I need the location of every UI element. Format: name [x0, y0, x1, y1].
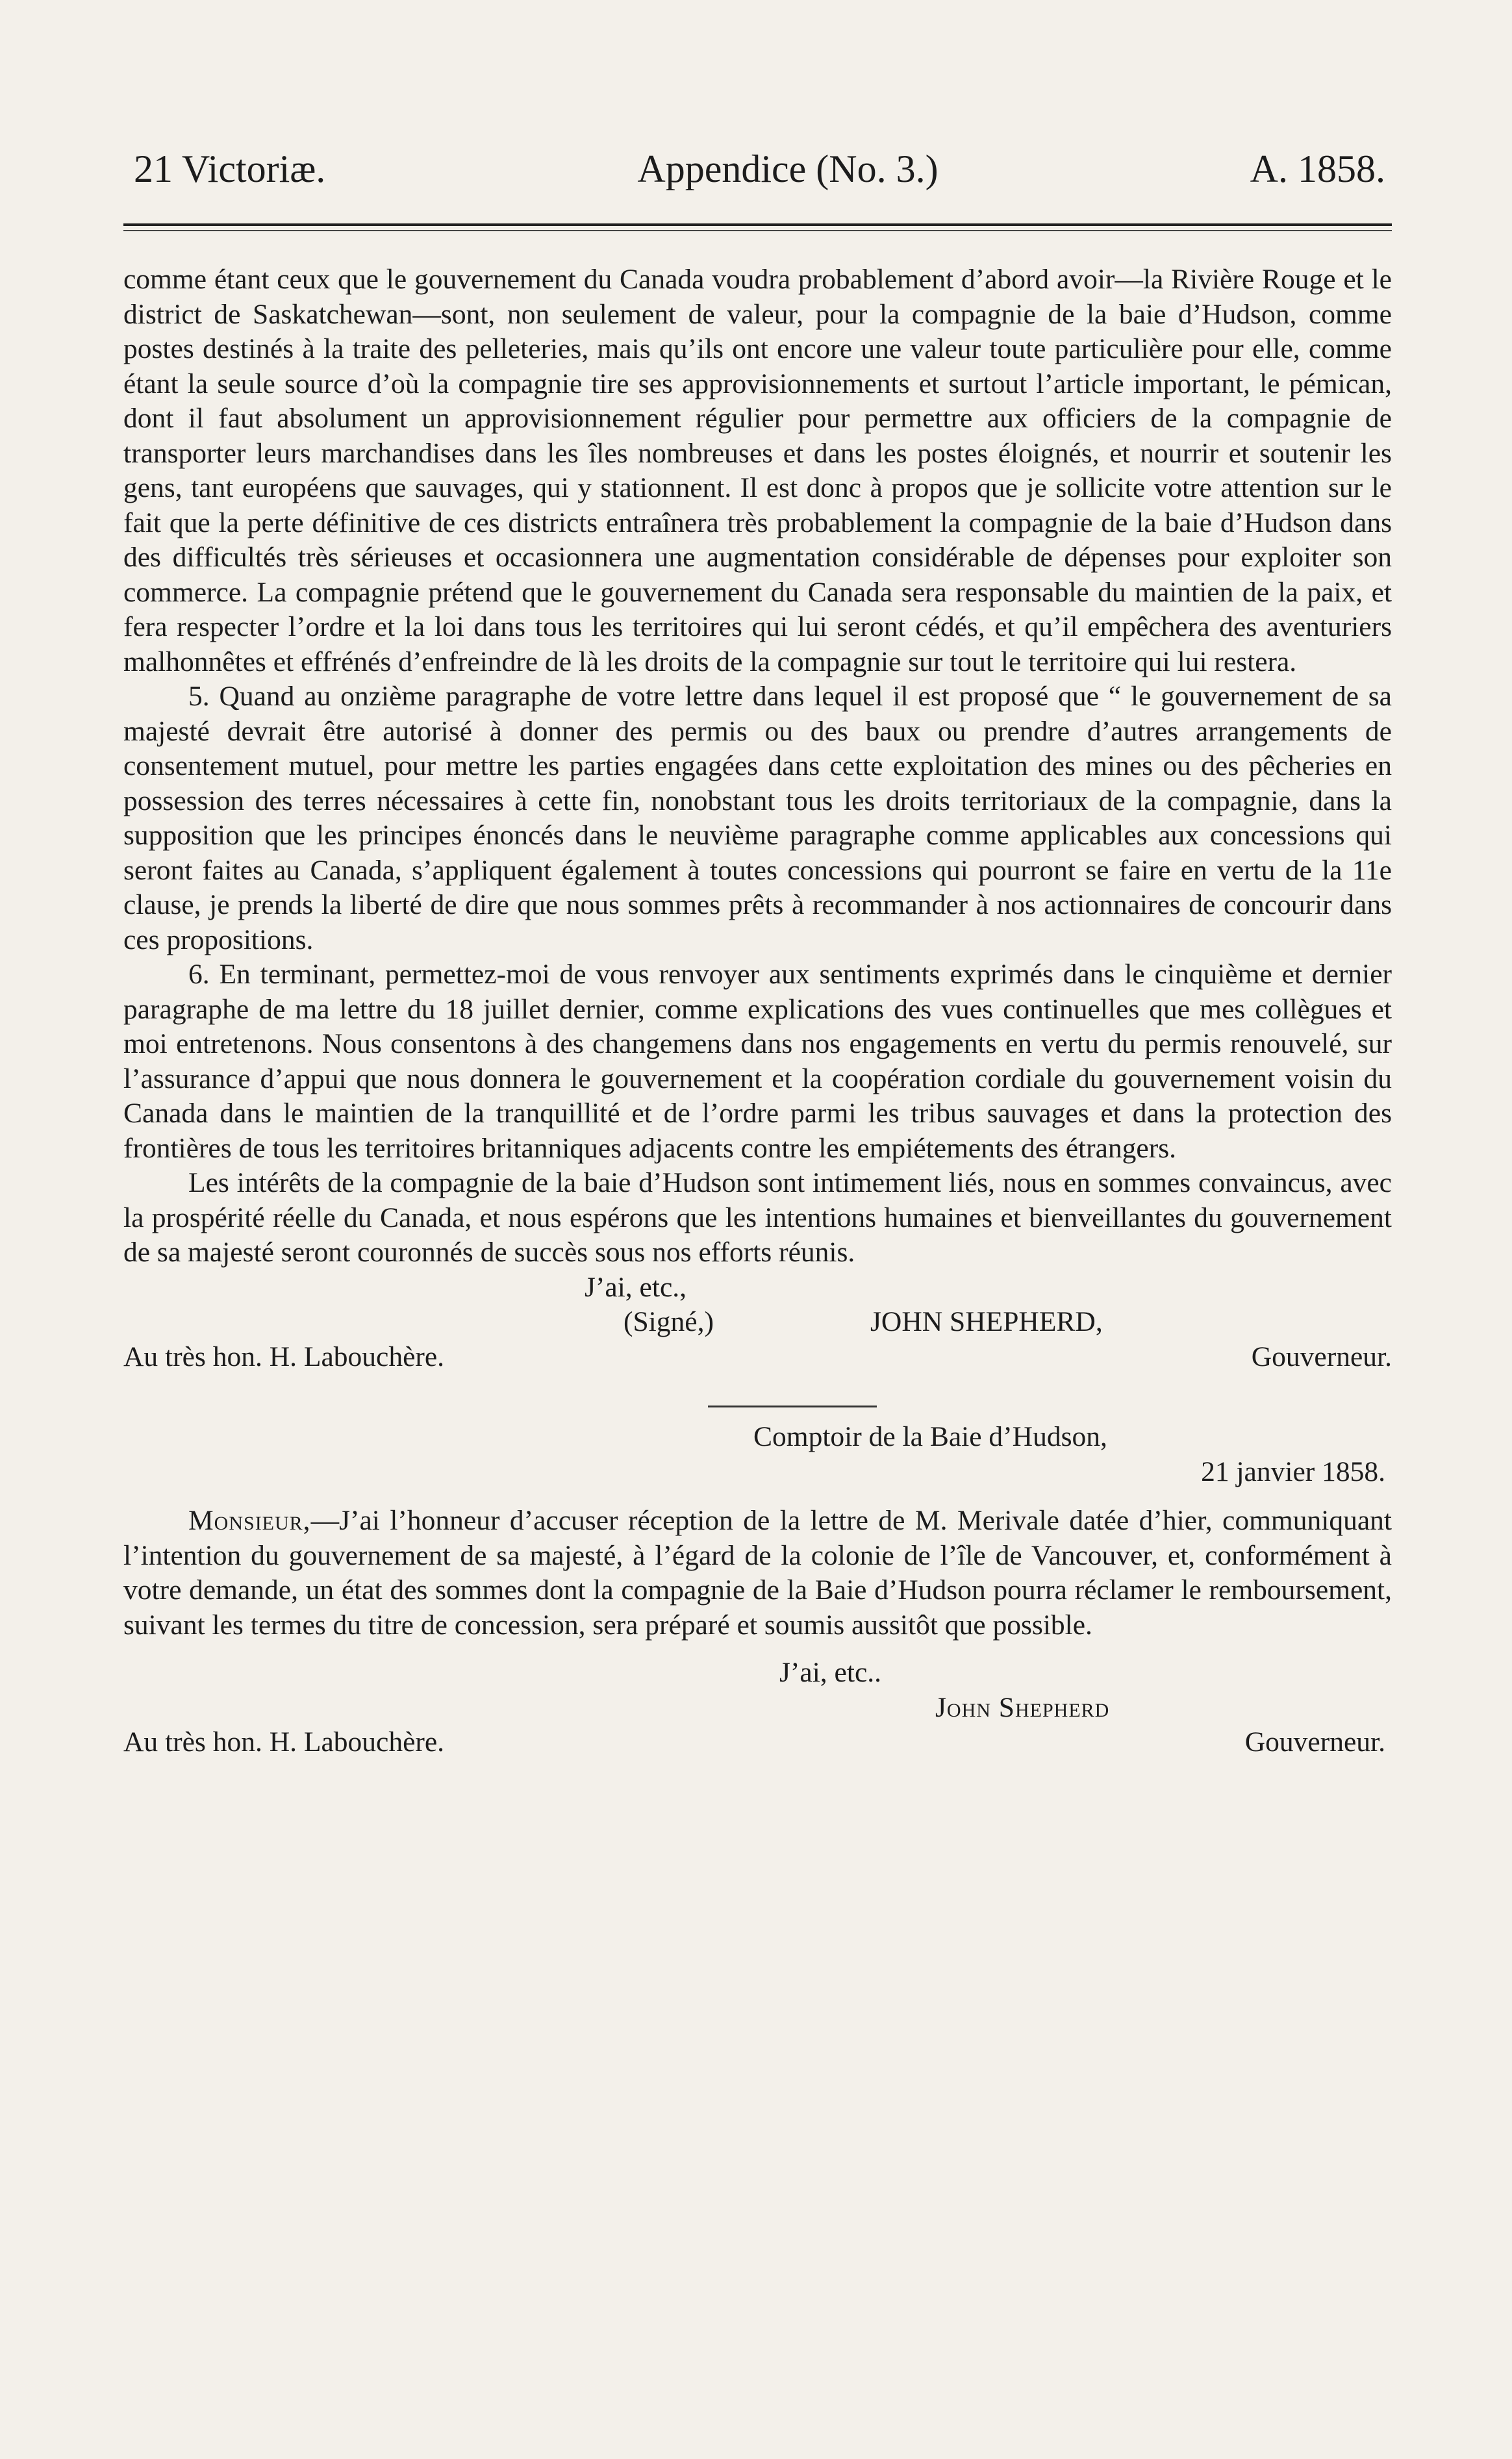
letter1-addressee: Au très hon. H. Labouchère. [123, 1341, 445, 1372]
header-rule [123, 223, 1392, 226]
header-rule-thin [123, 230, 1392, 231]
letter2-salutation: Monsieur, [188, 1505, 311, 1536]
letter1-body [123, 262, 1392, 1270]
running-header [123, 149, 1392, 188]
letter1-signer: JOHN SHEPHERD, [870, 1306, 1103, 1337]
header-year: A. 1858. [1250, 147, 1385, 190]
letter1-signed-note: (Signé,) [624, 1306, 714, 1337]
letter2-addressee: Au très hon. H. Labouchère. [123, 1726, 445, 1758]
letter2-title: Gouverneur. [1244, 1726, 1385, 1758]
letter2-place: Comptoir de la Baie d’Hudson, [753, 1421, 1107, 1452]
letter-separator-rule [708, 1406, 877, 1407]
letter2-signer: John Shepherd [935, 1691, 1110, 1723]
letter1-title: Gouverneur. [1251, 1341, 1392, 1372]
letter2-text: —J’ai l’honneur d’accuser réception de la lettre de M. Merivale datée d’hier, communiquant l’intention du gouvernement de sa majesté, à l’égard de la colonie de l’île de Vancouver, et, conformément à votre demande, un état des sommes dont la compagnie de la Baie d’Hudson pourra réclamer le remboursement, suivant les termes du titre de concession, sera préparé et soumis aussitôt que possible. [123, 1505, 1392, 1641]
letter2-date: 21 janvier 1858. [1201, 1456, 1385, 1487]
letter2-closing-block [123, 1656, 1392, 1760]
header-appendix: Appendice (No. 3.) [637, 147, 939, 190]
letter1-paragraph: 5. Quand au onzième paragraphe de votre lettre dans lequel il est proposé que “ le gouvernement de sa majesté devrait être autorisé à donner des permis ou des baux ou prendre d’autres arrangements de consentement mutuel, pour mettre les parties engagées dans cette exploitation des mines ou des pêcheries en possession des terres nécessaires à cette fin, nonobstant tous les droits territoriaux de la compagnie, dans la supposition que les principes énoncés dans le neuvième paragraphe comme applicables aux concessions qui seront faites au Canada, s’appliquent également à toutes concessions qui pourront se faire en vertu de la 11e clause, je prends la liberté de dire que nous sommes prêts à recommander à nos actionnaires de concourir dans ces propositions. [123, 681, 1392, 955]
letter1-closing: J’ai, etc., [585, 1271, 687, 1303]
letter2-closing: J’ai, etc.. [779, 1657, 882, 1688]
letter2-body [123, 1504, 1392, 1643]
letter1-paragraph: Les intérêts de la compagnie de la baie d’Hudson sont intimement liés, nous en sommes convaincus, avec la prospérité réelle du Canada, et nous espérons que les intentions humaines et bienveillantes du gouvernement de sa majesté seront couronnés de succès sous nos efforts réunis. [123, 1167, 1392, 1268]
letter-separator-block [123, 1400, 1392, 1420]
letter2-dateline [123, 1420, 1392, 1489]
header-session: 21 Victoriæ. [134, 147, 326, 190]
letter2-paragraph [123, 1504, 1392, 1643]
letter1-closing-block [123, 1270, 1392, 1375]
letter1-paragraph: 6. En terminant, permettez-moi de vous renvoyer aux sentiments exprimés dans le cinquième et dernier paragraphe de ma lettre du 18 juillet dernier, comme explications des vues continuelles que mes collègues et moi entretenons. Nous consentons à des changemens dans nos engagements en vertu du permis renouvelé, sur l’assurance d’appui que nous donnera le gouvernement et la coopération cordiale du gouvernement voisin du Canada dans le maintien de la tranquillité et de l’ordre parmi les tribus sauvages et dans la protection des frontières de tous les territoires britanniques adjacents contre les empiétements des étrangers. [123, 959, 1392, 1164]
letter1-paragraph: comme étant ceux que le gouvernement du Canada voudra probablement d’abord avoir—la Rivière Rouge et le district de Saskatchewan—sont, non seulement de valeur, pour la compagnie de la baie d’Hudson, comme postes destinés à la traite des pelleteries, mais qu’ils ont encore une valeur toute particulière pour elle, comme étant la seule source d’où la compagnie tire ses approvisionnements et surtout l’article important, le pémican, dont il faut absolument un approvisionnement régulier pour permettre aux officiers de la compagnie de transporter leurs marchandises dans les îles nombreuses et dans les postes éloignés, et nourrir et soutenir les gens, tant européens que sauvages, qui y stationnent. Il est donc à propos que je sollicite votre attention sur le fait que la perte définitive de ces districts entraînera très probablement la compagnie de la baie d’Hudson dans des difficultés très sérieuses et occasionnera une augmentation considérable de dépenses pour exploiter son commerce. La compagnie prétend que le gouvernement du Canada sera responsable du maintien de la paix, et fera respecter l’ordre et la loi dans tous les territoires qui lui seront cédés, et qu’il empêchera des aventuriers malhonnêtes et effrénés d’enfreindre de là les droits de la compagnie sur tout le territoire qui lui restera. [123, 264, 1392, 677]
